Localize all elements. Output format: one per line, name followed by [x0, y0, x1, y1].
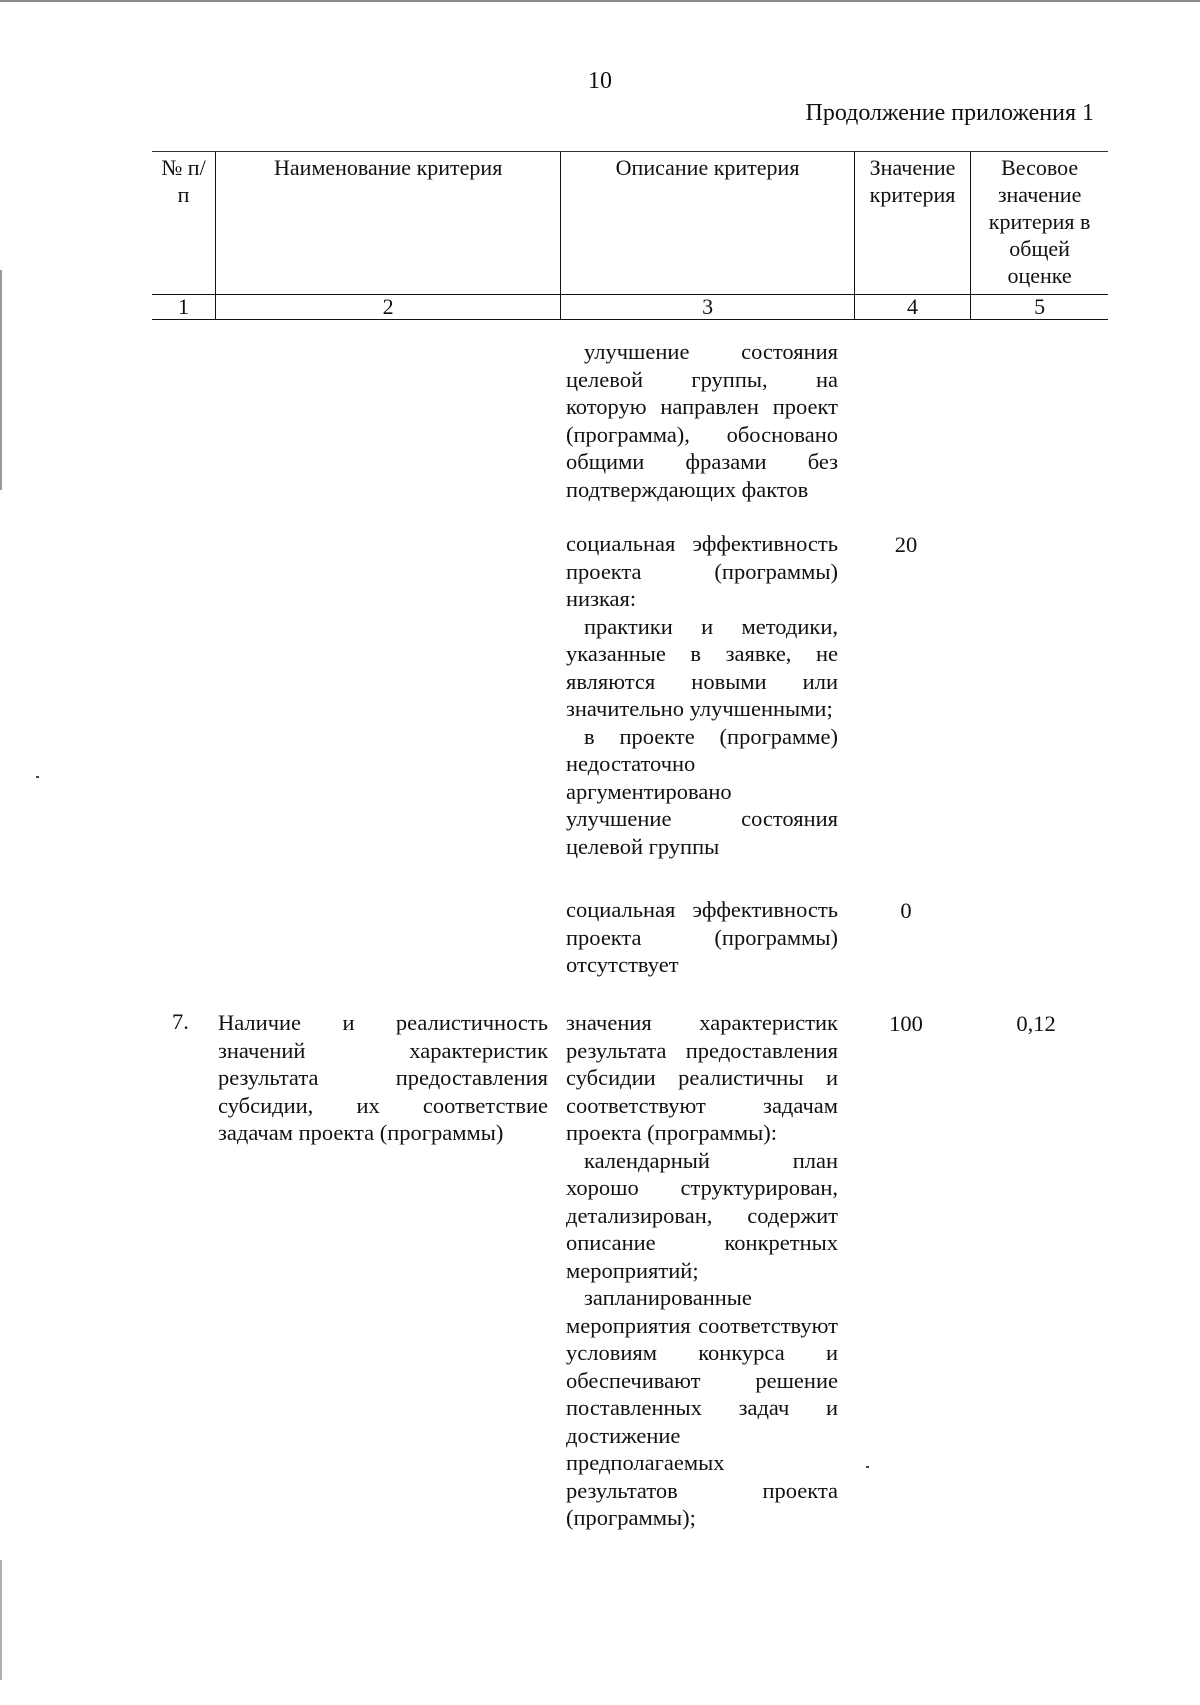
scan-edge [0, 0, 1200, 2]
header-name: Наименование критерия [216, 152, 561, 295]
scan-speck [866, 1466, 869, 1468]
description-item: в проекте (программе) недостаточно аргументировано улучшение состояния целевой группы [566, 723, 838, 859]
description-text: социальная эффективность проекта (программы) отсутствует [566, 897, 838, 977]
criterion-name [218, 1009, 548, 1147]
header-description: Описание критерия [561, 152, 855, 295]
description-text: социальная эффективность проекта (программы) низкая: [566, 531, 838, 611]
criteria-table-header [152, 152, 1108, 320]
criterion-value: 0 [900, 898, 912, 923]
description-item: календарный план хорошо структурирован, детализирован, содержит описание конкретных мероприятий; [566, 1147, 838, 1283]
criterion-value: 100 [889, 1011, 923, 1036]
description-block [566, 338, 838, 503]
column-number: 5 [971, 295, 1108, 320]
scan-edge [0, 1560, 2, 1680]
description-block [566, 896, 838, 979]
column-number: 1 [152, 295, 216, 320]
page-number: 10 [588, 68, 612, 94]
header-row [152, 152, 1108, 295]
column-number: 2 [216, 295, 561, 320]
scan-speck [36, 776, 39, 778]
row-number: 7. [172, 1009, 189, 1034]
description-text: улучшение состояния целевой группы, на которую направлен проект (программа), обосновано общими фразами без подтверждающих фактов [566, 339, 838, 502]
description-block [566, 530, 838, 860]
header-value: Значение критерия [854, 152, 970, 295]
criterion-weight: 0,12 [1016, 1011, 1056, 1036]
description-item: запланированные мероприятия соответствуют условиям конкурса и обеспечивают решение поставленных задач и достижение предполагаемых результатов проекта (программы); [566, 1285, 838, 1530]
column-number-row [152, 295, 1108, 320]
description-text: значения характеристик результата предоставления субсидии реалистичны и соответствуют задачам проекта (программы): [566, 1010, 838, 1145]
scan-edge [0, 270, 2, 490]
criterion-value: 20 [894, 532, 918, 557]
header-weight: Весовое значение критерия в общей оценке [971, 152, 1108, 295]
description-item: практики и методики, указанные в заявке, не являются новыми или значительно улучшенными; [566, 613, 838, 721]
column-number: 3 [561, 295, 855, 320]
criterion-name-text: Наличие и реалистичность значений характеристик результата предоставления субсидии, их соответствие задачам проекта (программы) [218, 1010, 548, 1145]
running-head: Продолжение приложения 1 [805, 100, 1094, 126]
header-no: № п/п [161, 155, 206, 207]
column-number: 4 [854, 295, 970, 320]
description-block [566, 1009, 838, 1532]
